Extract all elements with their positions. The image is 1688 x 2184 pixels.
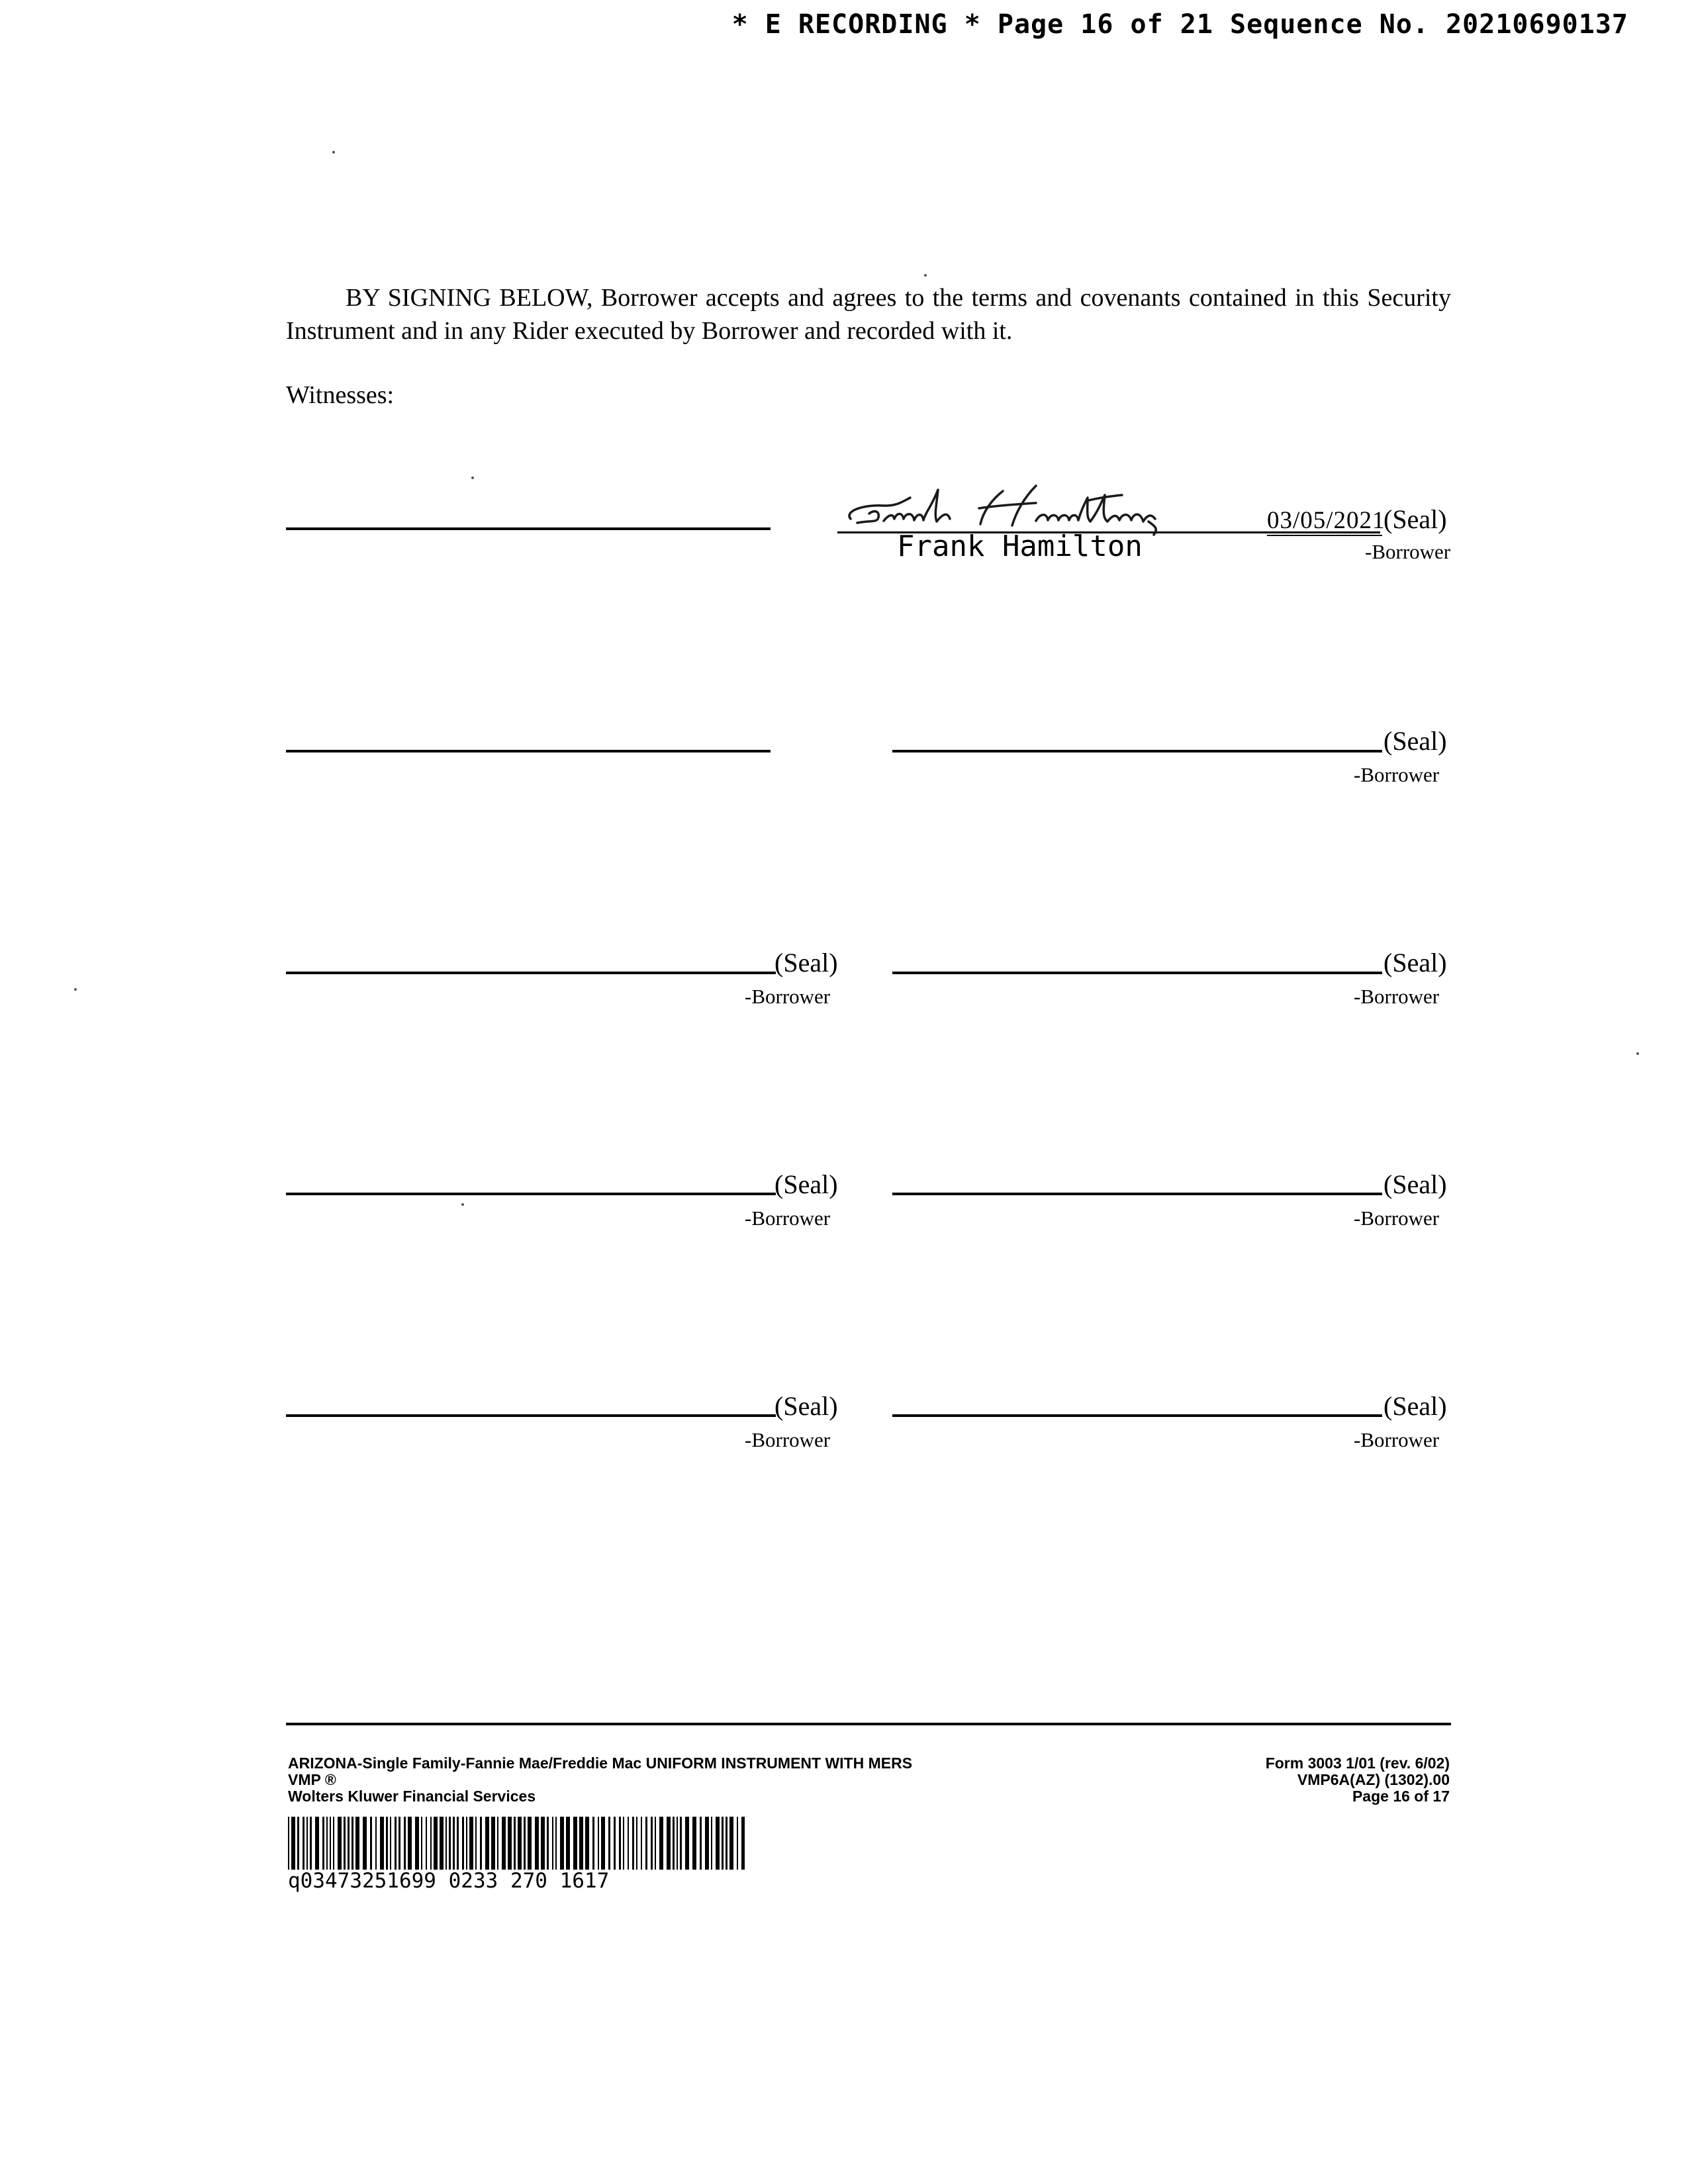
- footer-publisher: Wolters Kluwer Financial Services: [288, 1788, 536, 1805]
- barcode-number: q03473251699 0233 270 1617: [288, 1869, 610, 1893]
- barcode-bar: [619, 1817, 621, 1870]
- borrower-signature-line: [286, 1193, 776, 1195]
- barcode-bar: [322, 1817, 324, 1870]
- seal-label: (Seal): [1383, 1391, 1447, 1421]
- barcode-bar: [677, 1817, 678, 1870]
- barcode-bar: [641, 1817, 642, 1870]
- footer-form-name: ARIZONA-Single Family-Fannie Mae/Freddie Mac UNIFORM INSTRUMENT WITH MERS: [288, 1754, 913, 1772]
- seal-label: (Seal): [1383, 948, 1447, 978]
- witnesses-label: Witnesses:: [286, 381, 395, 409]
- barcode-bar: [655, 1817, 656, 1870]
- scan-speck: [74, 988, 77, 991]
- barcode-bar: [390, 1817, 391, 1870]
- barcode-bar: [560, 1817, 564, 1870]
- borrower-signature-line: [892, 750, 1382, 752]
- barcode-bar: [344, 1817, 346, 1870]
- barcode-bar: [705, 1817, 709, 1870]
- barcode-bar: [726, 1817, 727, 1870]
- seal-label: (Seal): [774, 1169, 838, 1199]
- barcode-bar: [711, 1817, 712, 1870]
- barcode-bar: [434, 1817, 438, 1870]
- barcode-bar: [524, 1817, 526, 1870]
- barcode-bar: [352, 1817, 353, 1870]
- barcode-bar: [386, 1817, 388, 1870]
- barcode-bar: [508, 1817, 512, 1870]
- barcode-bar: [601, 1817, 605, 1870]
- barcode-bar: [480, 1817, 482, 1870]
- barcode-bar: [485, 1817, 489, 1870]
- barcode-bar: [722, 1817, 724, 1870]
- barcode-bar: [291, 1817, 295, 1870]
- barcode-bar: [716, 1817, 720, 1870]
- witness-signature-line: [286, 527, 771, 530]
- barcode-bar: [457, 1817, 459, 1870]
- barcode-bar: [608, 1817, 610, 1870]
- barcode-bar: [310, 1817, 312, 1870]
- borrower-label: -Borrower: [1354, 763, 1440, 786]
- barcode-bar: [729, 1817, 733, 1870]
- borrower-label: -Borrower: [1354, 985, 1440, 1008]
- recording-header: * E RECORDING * Page 16 of 21 Sequence No. 20210690137: [731, 9, 1628, 40]
- borrower-signature-line: [286, 972, 776, 974]
- barcode-bar: [585, 1817, 589, 1870]
- barcode-bar: [667, 1817, 671, 1870]
- barcode-bar: [645, 1817, 647, 1870]
- barcode-bar: [491, 1817, 495, 1870]
- barcode-bar: [466, 1817, 467, 1870]
- barcode-bar: [395, 1817, 397, 1870]
- footer-page-number: Page 16 of 17: [1352, 1788, 1450, 1805]
- footer-rule: [286, 1723, 1451, 1725]
- barcode-bar: [330, 1817, 331, 1870]
- barcode-bar: [326, 1817, 328, 1870]
- barcode-bar: [375, 1817, 377, 1870]
- barcode-bar: [692, 1817, 696, 1870]
- scan-speck: [332, 151, 335, 154]
- borrower-label: -Borrower: [745, 1206, 831, 1230]
- barcode-bar: [449, 1817, 451, 1870]
- barcode-bar: [514, 1817, 516, 1870]
- barcode-bar: [421, 1817, 422, 1870]
- scan-speck: [924, 274, 927, 277]
- borrower-signature-line: [892, 972, 1382, 974]
- scan-speck: [461, 1203, 464, 1206]
- barcode-bar: [623, 1817, 624, 1870]
- barcode-bar: [440, 1817, 444, 1870]
- barcode-bar: [541, 1817, 545, 1870]
- seal-label: (Seal): [1383, 1169, 1447, 1199]
- footer-form-info: [1266, 1755, 1450, 1805]
- signature-date: 03/05/2021: [1267, 507, 1385, 534]
- barcode-bar: [363, 1817, 367, 1870]
- barcode-bar: [592, 1817, 594, 1870]
- barcode-bar: [700, 1817, 702, 1870]
- barcode-bar: [573, 1817, 577, 1870]
- barcode-bar: [333, 1817, 334, 1870]
- barcode-bar: [741, 1817, 745, 1870]
- borrower-signature-line: [892, 1414, 1382, 1417]
- barcode-bar: [453, 1817, 455, 1870]
- barcode-bar: [547, 1817, 549, 1870]
- date-underline: [1267, 535, 1382, 536]
- barcode-bar: [355, 1817, 359, 1870]
- barcode-bar: [685, 1817, 689, 1870]
- borrower-label: -Borrower: [1365, 540, 1451, 563]
- footer-form-number: Form 3003 1/01 (rev. 6/02): [1265, 1754, 1450, 1772]
- barcode-bar: [651, 1817, 653, 1870]
- borrower-label: -Borrower: [745, 985, 831, 1008]
- barcode-bar: [552, 1817, 553, 1870]
- barcode-bar: [430, 1817, 432, 1870]
- barcode-bar: [348, 1817, 350, 1870]
- barcode-bar: [680, 1817, 682, 1870]
- seal-label: (Seal): [1383, 726, 1447, 756]
- scan-speck: [1636, 1052, 1639, 1055]
- barcode-bar: [469, 1817, 473, 1870]
- barcode-bar: [518, 1817, 522, 1870]
- barcode-bar: [399, 1817, 400, 1870]
- barcode-bar: [426, 1817, 427, 1870]
- borrower-printed-name: Frank Hamilton: [897, 529, 1143, 563]
- barcode-bar: [338, 1817, 342, 1870]
- borrower-signature-line: [286, 1414, 776, 1417]
- signing-statement: BY SIGNING BELOW, Borrower accepts and agrees to the terms and covenants contained in this Security Instrument and in any Rider executed by Borrower and recorded with it.: [286, 284, 1451, 345]
- barcode-bar: [502, 1817, 506, 1870]
- barcode-bar: [535, 1817, 539, 1870]
- barcode-bar: [445, 1817, 447, 1870]
- footer-vmp-code: VMP6A(AZ) (1302).00: [1297, 1771, 1450, 1788]
- signature-script-text: Frank Hamilton: [837, 471, 842, 472]
- barcode-bar: [315, 1817, 319, 1870]
- barcode-bar: [632, 1817, 634, 1870]
- document-barcode: [288, 1817, 745, 1870]
- barcode-bar: [598, 1817, 599, 1870]
- barcode-bar: [408, 1817, 412, 1870]
- barcode-bar: [737, 1817, 738, 1870]
- witness-signature-line: [286, 750, 771, 752]
- seal-label: (Seal): [1383, 504, 1447, 534]
- borrower-label: -Borrower: [1354, 1206, 1440, 1230]
- barcode-bar: [303, 1817, 305, 1870]
- barcode-bar: [415, 1817, 419, 1870]
- barcode-bar: [475, 1817, 477, 1870]
- scan-speck: [471, 477, 474, 479]
- barcode-bar: [528, 1817, 532, 1870]
- borrower-label: -Borrower: [1354, 1428, 1440, 1451]
- barcode-bar: [579, 1817, 583, 1870]
- barcode-bar: [628, 1817, 629, 1870]
- footer-vmp: VMP ®: [288, 1771, 336, 1788]
- barcode-bar: [566, 1817, 570, 1870]
- barcode-bar: [370, 1817, 372, 1870]
- footer-form-title: [288, 1755, 912, 1805]
- borrower-signature-line: [892, 1193, 1382, 1195]
- barcode-bar: [659, 1817, 663, 1870]
- barcode-bar: [306, 1817, 308, 1870]
- barcode-bar: [288, 1817, 289, 1870]
- barcode-bar: [380, 1817, 384, 1870]
- seal-label: (Seal): [774, 948, 838, 978]
- barcode-bar: [497, 1817, 498, 1870]
- barcode-bar: [636, 1817, 637, 1870]
- barcode-bar: [462, 1817, 464, 1870]
- barcode-bar: [555, 1817, 557, 1870]
- barcode-bar: [673, 1817, 675, 1870]
- barcode-bar: [297, 1817, 299, 1870]
- barcode-bar: [614, 1817, 616, 1870]
- borrower-label: -Borrower: [745, 1428, 831, 1451]
- barcode-bar: [404, 1817, 406, 1870]
- seal-label: (Seal): [774, 1391, 838, 1421]
